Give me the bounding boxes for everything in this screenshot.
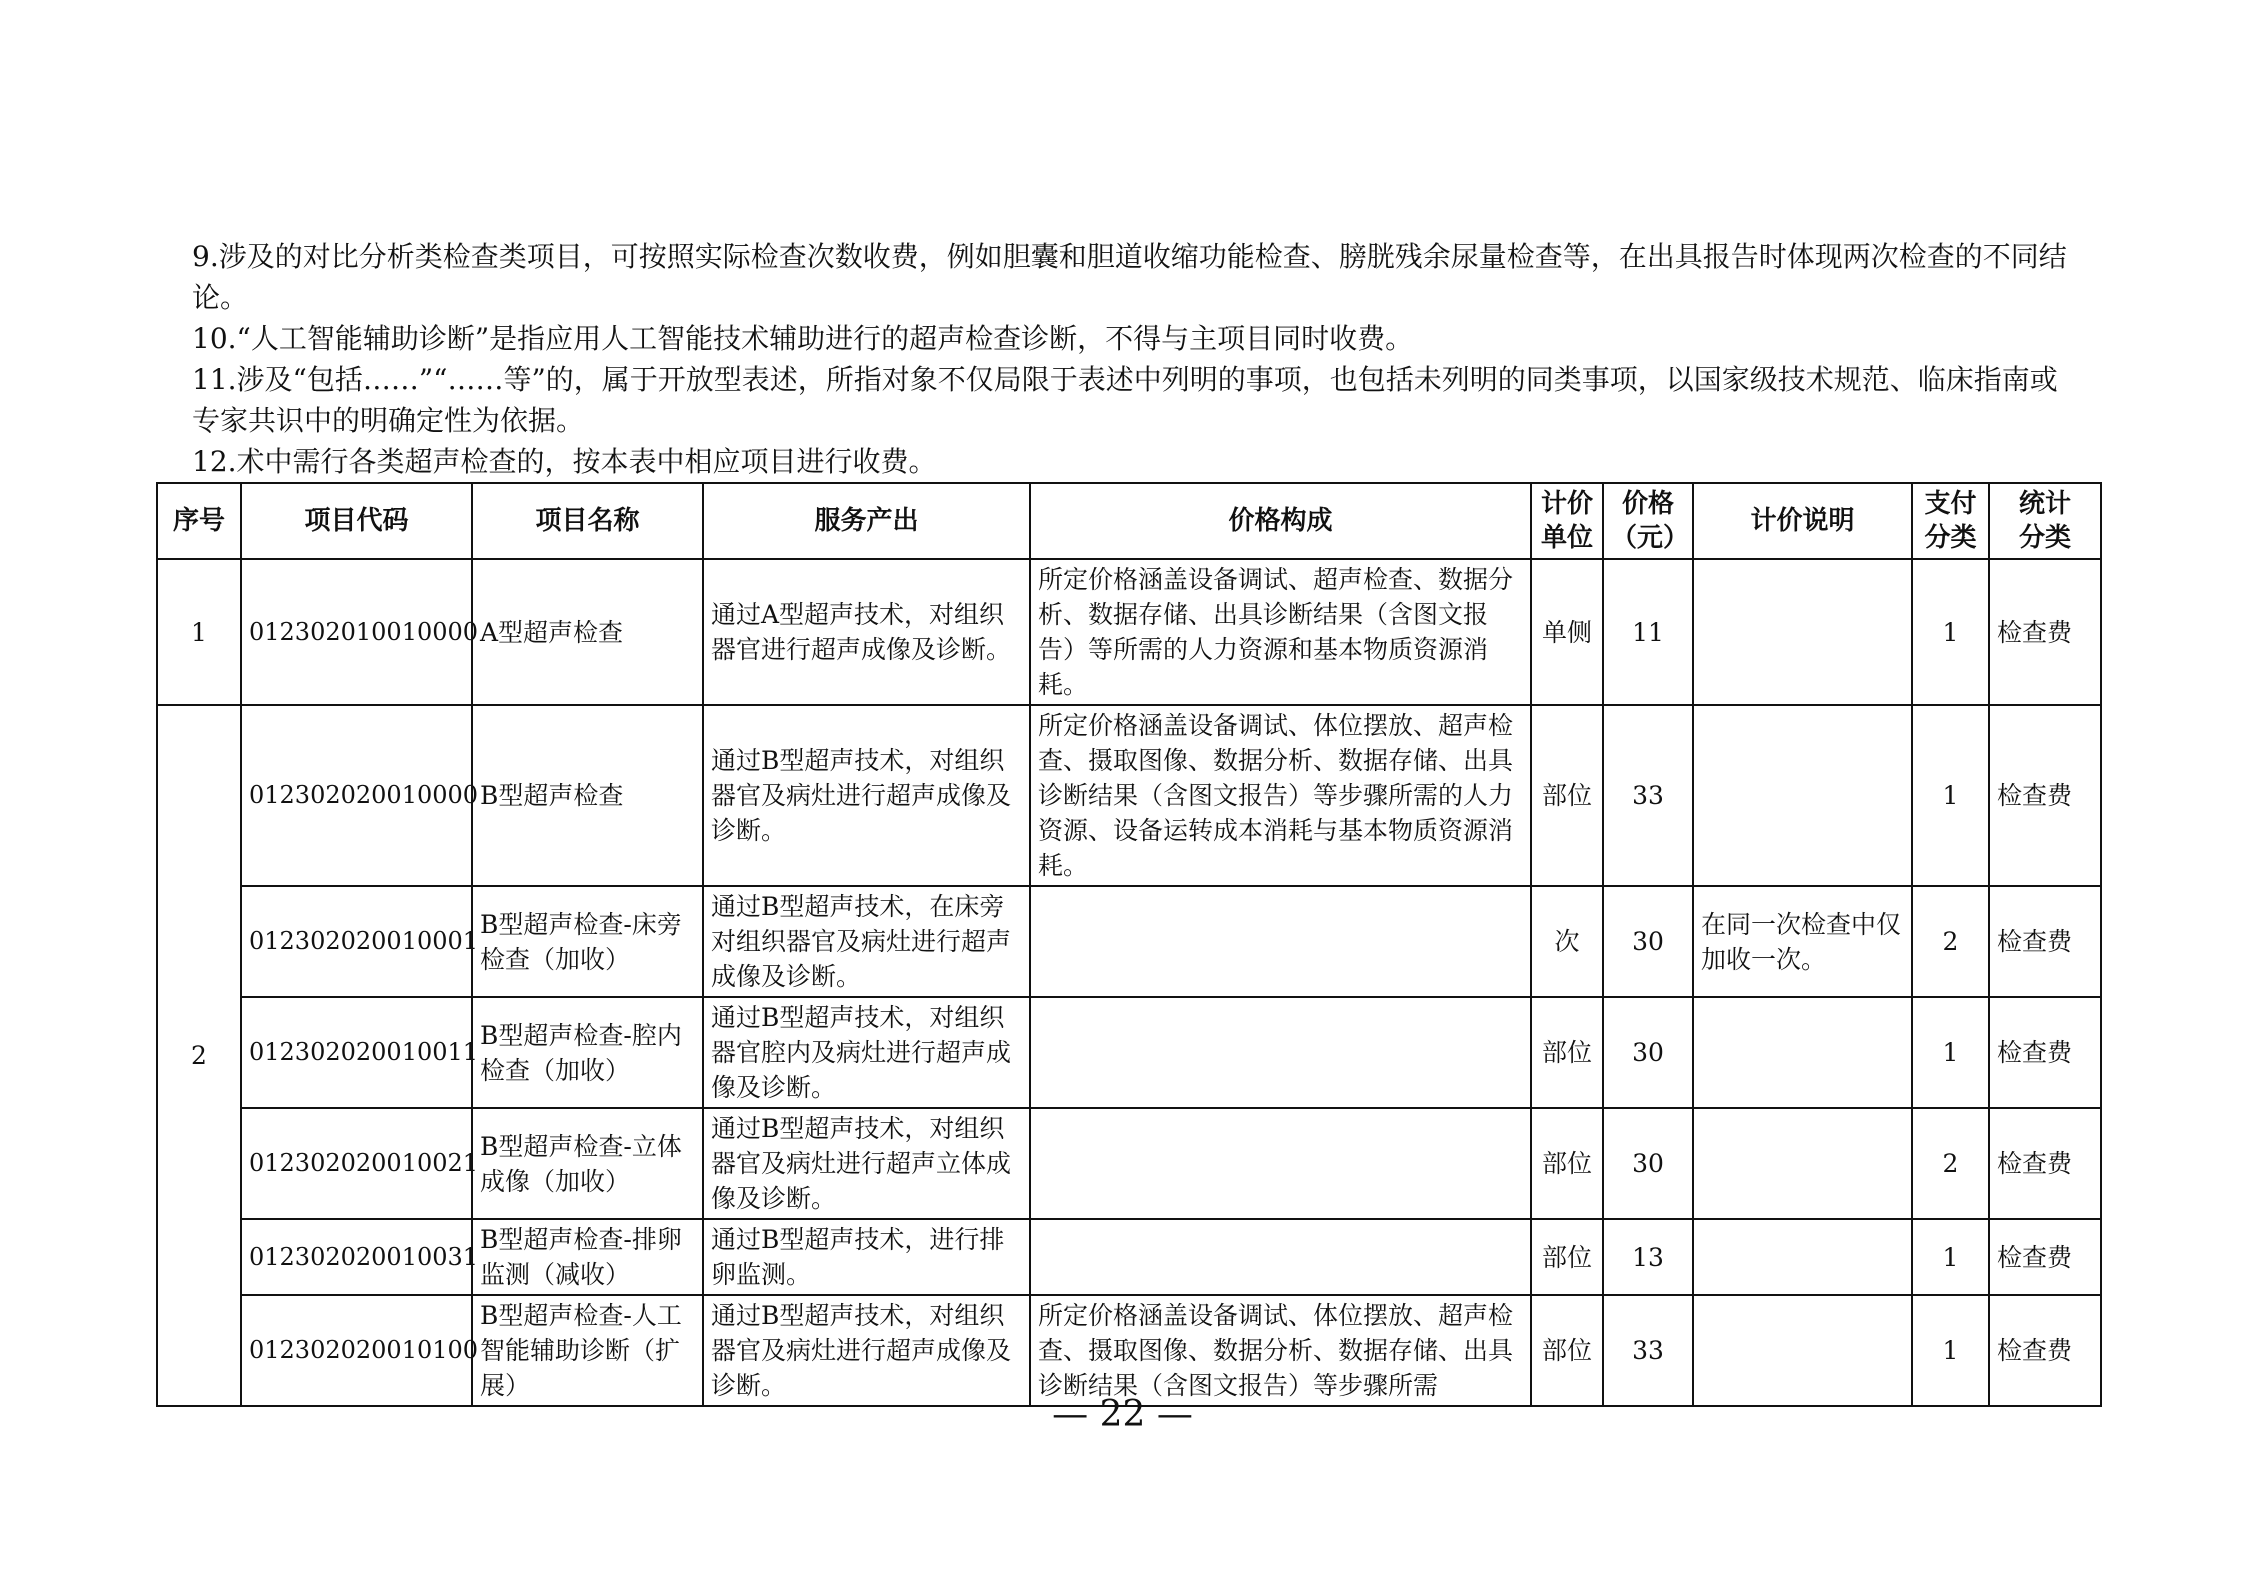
header-code: 项目代码 — [241, 483, 472, 559]
cell-desc: 在同一次检查中仅加收一次。 — [1693, 886, 1912, 997]
cell-code: 012302020010021 — [241, 1108, 472, 1219]
table-row — [157, 1219, 2101, 1295]
cell-price: 30 — [1603, 886, 1693, 997]
cell-unit: 单侧 — [1531, 559, 1603, 705]
cell-desc — [1693, 1108, 1912, 1219]
cell-name: A型超声检查 — [472, 559, 703, 705]
cell-price: 30 — [1603, 1108, 1693, 1219]
cell-stat: 检查费 — [1989, 886, 2101, 997]
cell-code: 012302020010001 — [241, 886, 472, 997]
header-output: 服务产出 — [703, 483, 1030, 559]
cell-code: 012302010010000 — [241, 559, 472, 705]
cell-composition — [1030, 886, 1531, 997]
cell-unit: 部位 — [1531, 705, 1603, 886]
cell-pay: 1 — [1912, 1219, 1989, 1295]
cell-output: 通过B型超声技术，进行排卵监测。 — [703, 1219, 1030, 1295]
cell-stat: 检查费 — [1989, 1219, 2101, 1295]
cell-composition — [1030, 1219, 1531, 1295]
cell-composition: 所定价格涵盖设备调试、体位摆放、超声检查、摄取图像、数据分析、数据存储、出具诊断结果（含图文报告）等步骤所需的人力资源、设备运转成本消耗与基本物质资源消耗。 — [1030, 705, 1531, 886]
header-price — [1603, 483, 1693, 559]
cell-seq: 2 — [157, 705, 241, 1406]
cell-unit: 次 — [1531, 886, 1603, 997]
cell-name: B型超声检查-立体成像（加收） — [472, 1108, 703, 1219]
cell-code: 012302020010031 — [241, 1219, 472, 1295]
cell-desc — [1693, 559, 1912, 705]
header-composition: 价格构成 — [1030, 483, 1531, 559]
header-stat — [1989, 483, 2101, 559]
header-stat-line1: 统计 — [2018, 489, 2071, 519]
cell-unit: 部位 — [1531, 1219, 1603, 1295]
cell-output: 通过B型超声技术，对组织器官及病灶进行超声成像及诊断。 — [703, 1295, 1030, 1406]
note-11: 11.涉及“包括……”“……等”的，属于开放型表述，所指对象不仅局限于表述中列明的事项，也包括未列明的同类事项，以国家级技术规范、临床指南或专家共识中的明确定性为依据。 — [192, 363, 2058, 437]
cell-desc — [1693, 1295, 1912, 1406]
cell-pay: 1 — [1912, 997, 1989, 1108]
table-row — [157, 1295, 2101, 1406]
header-price-line2: （元） — [1611, 523, 1690, 553]
header-stat-line2: 分类 — [2018, 523, 2071, 553]
cell-output: 通过B型超声技术，对组织器官及病灶进行超声成像及诊断。 — [703, 705, 1030, 886]
fee-table — [156, 482, 2102, 1407]
cell-composition: 所定价格涵盖设备调试、体位摆放、超声检查、摄取图像、数据分析、数据存储、出具诊断结果（含图文报告）等步骤所需 — [1030, 1295, 1531, 1406]
cell-price: 33 — [1603, 705, 1693, 886]
cell-name: B型超声检查-床旁检查（加收） — [472, 886, 703, 997]
cell-stat: 检查费 — [1989, 1295, 2101, 1406]
cell-output: 通过B型超声技术，在床旁对组织器官及病灶进行超声成像及诊断。 — [703, 886, 1030, 997]
cell-name: B型超声检查-排卵监测（减收） — [472, 1219, 703, 1295]
cell-seq: 1 — [157, 559, 241, 705]
header-price-line1: 价格 — [1621, 489, 1674, 519]
table-row — [157, 559, 2101, 705]
cell-price: 33 — [1603, 1295, 1693, 1406]
cell-composition — [1030, 1108, 1531, 1219]
notes-section — [192, 236, 2082, 482]
header-unit-line2: 单位 — [1540, 523, 1593, 553]
cell-output: 通过B型超声技术，对组织器官及病灶进行超声立体成像及诊断。 — [703, 1108, 1030, 1219]
header-unit — [1531, 483, 1603, 559]
note-9: 9.涉及的对比分析类检查类项目，可按照实际检查次数收费，例如胆囊和胆道收缩功能检查、膀胱残余尿量检查等，在出具报告时体现两次检查的不同结论。 — [192, 240, 2067, 314]
cell-stat: 检查费 — [1989, 1108, 2101, 1219]
header-pay-line1: 支付 — [1924, 489, 1977, 519]
cell-code: 012302020010000 — [241, 705, 472, 886]
table-row — [157, 1108, 2101, 1219]
cell-price: 30 — [1603, 997, 1693, 1108]
cell-output: 通过B型超声技术，对组织器官腔内及病灶进行超声成像及诊断。 — [703, 997, 1030, 1108]
header-name: 项目名称 — [472, 483, 703, 559]
cell-name: B型超声检查-腔内检查（加收） — [472, 997, 703, 1108]
cell-stat: 检查费 — [1989, 559, 2101, 705]
table-row — [157, 997, 2101, 1108]
cell-unit: 部位 — [1531, 1295, 1603, 1406]
header-pay-line2: 分类 — [1924, 523, 1977, 553]
header-seq: 序号 — [157, 483, 241, 559]
cell-price: 13 — [1603, 1219, 1693, 1295]
cell-desc — [1693, 997, 1912, 1108]
cell-composition: 所定价格涵盖设备调试、超声检查、数据分析、数据存储、出具诊断结果（含图文报告）等所需的人力资源和基本物质资源消耗。 — [1030, 559, 1531, 705]
header-desc: 计价说明 — [1693, 483, 1912, 559]
cell-code: 012302020010100 — [241, 1295, 472, 1406]
header-unit-line1: 计价 — [1540, 489, 1593, 519]
cell-pay: 2 — [1912, 886, 1989, 997]
note-12: 12.术中需行各类超声检查的，按本表中相应项目进行收费。 — [192, 445, 937, 478]
table-row — [157, 886, 2101, 997]
cell-name: B型超声检查-人工智能辅助诊断（扩展） — [472, 1295, 703, 1406]
note-10: 10.“人工智能辅助诊断”是指应用人工智能技术辅助进行的超声检查诊断，不得与主项目同时收费。 — [192, 322, 1414, 355]
page-number: — 22 — — [1052, 1394, 1193, 1435]
cell-desc — [1693, 705, 1912, 886]
cell-pay: 1 — [1912, 559, 1989, 705]
cell-desc — [1693, 1219, 1912, 1295]
cell-stat: 检查费 — [1989, 705, 2101, 886]
table-header-row — [157, 483, 2101, 559]
cell-unit: 部位 — [1531, 1108, 1603, 1219]
cell-unit: 部位 — [1531, 997, 1603, 1108]
cell-output: 通过A型超声技术，对组织器官进行超声成像及诊断。 — [703, 559, 1030, 705]
cell-pay: 1 — [1912, 1295, 1989, 1406]
cell-composition — [1030, 997, 1531, 1108]
cell-pay: 1 — [1912, 705, 1989, 886]
cell-stat: 检查费 — [1989, 997, 2101, 1108]
cell-pay: 2 — [1912, 1108, 1989, 1219]
header-pay — [1912, 483, 1989, 559]
cell-name: B型超声检查 — [472, 705, 703, 886]
cell-price: 11 — [1603, 559, 1693, 705]
table-row — [157, 705, 2101, 886]
cell-code: 012302020010011 — [241, 997, 472, 1108]
